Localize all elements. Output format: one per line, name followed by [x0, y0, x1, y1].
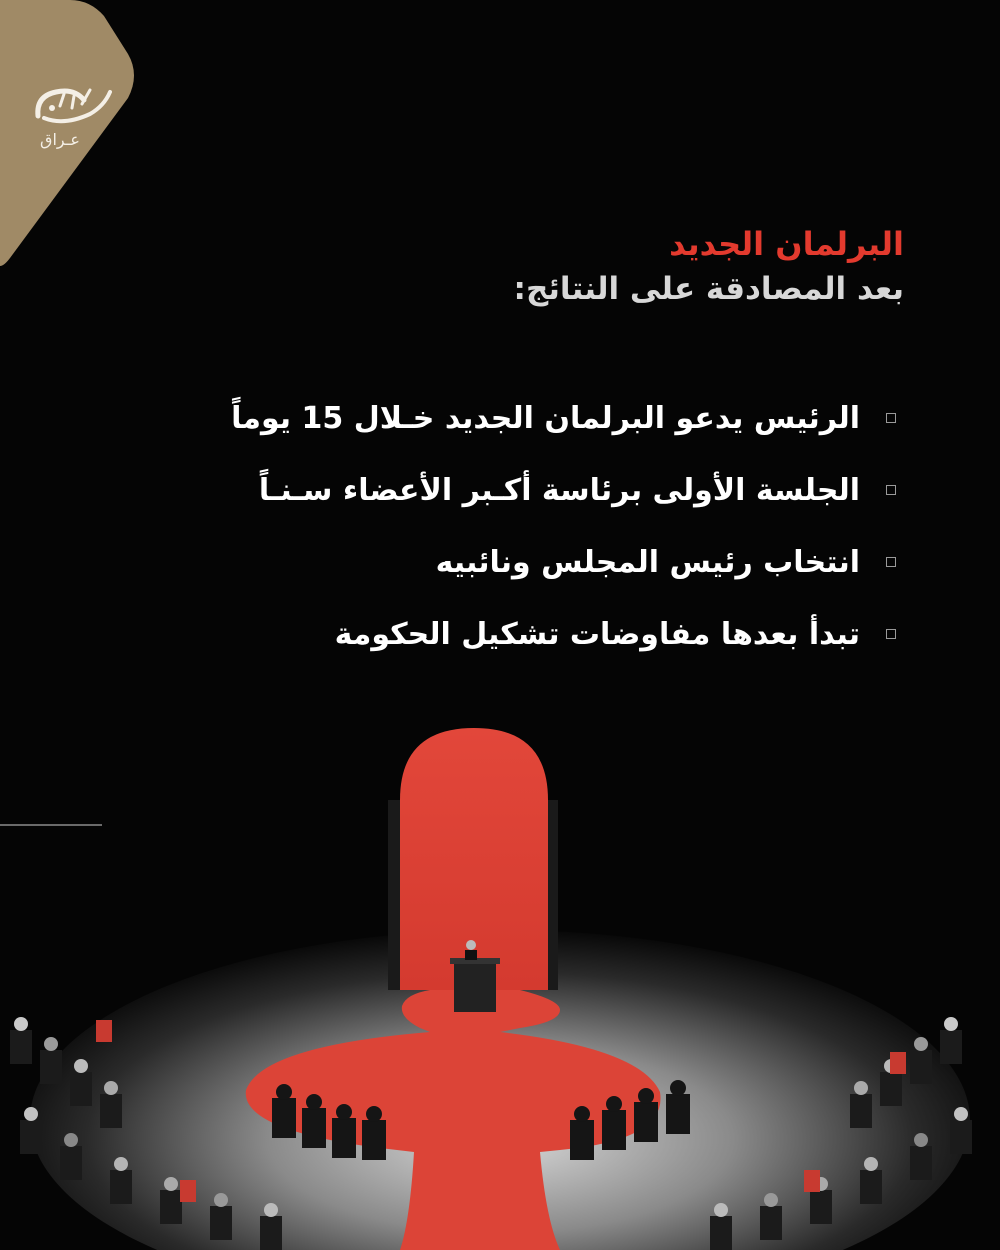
list-item	[160, 454, 860, 526]
podium	[454, 962, 496, 1012]
page-subtitle: بعد المصادقة على النتائج:	[513, 271, 904, 307]
list-item-text: الجلسة الأولى برئاسة أكـبر الأعضاء سـنـاً	[258, 472, 860, 508]
square-bullet-icon	[886, 557, 896, 567]
brand-corner	[0, 0, 140, 270]
list-item-text: انتخاب رئيس المجلس ونائبيه	[435, 544, 860, 580]
parliament-chamber-illustration	[0, 700, 1000, 1250]
square-bullet-icon	[886, 629, 896, 639]
list-item-text: تبدأ بعدها مفاوضات تشكيل الحكومة	[334, 616, 860, 652]
list-item	[160, 598, 860, 670]
list-item-text: الرئيس يدعو البرلمان الجديد خـلال 15 يوماً	[231, 400, 860, 436]
heading-block	[514, 222, 904, 312]
square-bullet-icon	[886, 413, 896, 423]
list-item	[160, 382, 860, 454]
square-bullet-icon	[886, 485, 896, 495]
region-label: عـراق	[40, 130, 80, 149]
channel-logo-icon	[30, 82, 112, 134]
list-item	[160, 526, 860, 598]
page-title: البرلمان الجديد	[669, 225, 904, 263]
steps-list	[160, 382, 860, 670]
